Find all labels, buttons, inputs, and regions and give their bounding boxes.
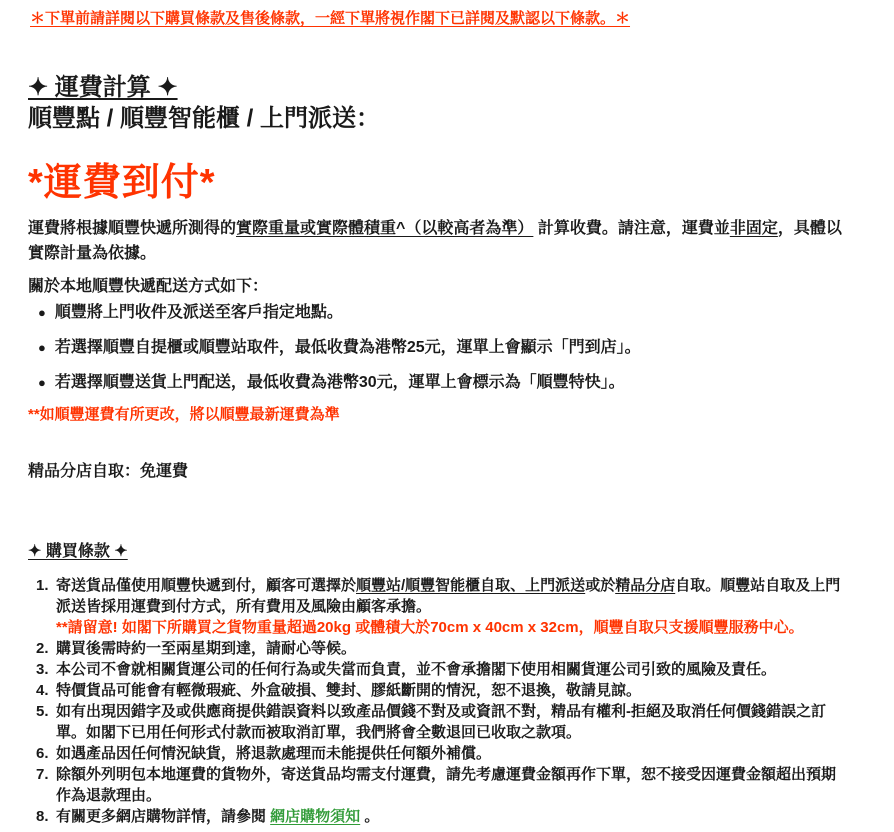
- calc-seg3: ，具體以實際計量為依據。: [28, 220, 842, 262]
- purchase-terms-list: [36, 575, 848, 827]
- shipping-fee-section-title: [28, 72, 844, 103]
- term-item-6: [36, 743, 848, 764]
- term-item-3: [36, 659, 848, 680]
- store-pickup-note: 精品分店自取：免運費: [28, 463, 189, 480]
- shop-guide-link[interactable]: 網店購物須知: [270, 808, 361, 825]
- delivery-bullet-3-text: 若選擇順豐送貨上門配送，最低收費為港幣30元，運單上會標示為「順豐特快」。: [54, 374, 625, 391]
- term1-underline-sf-options: 順豐站/順豐智能櫃自取、上門派送: [356, 577, 586, 594]
- term1-seg1: 寄送貨品僅使用順豐快遞到付，顧客可選擇於: [56, 577, 357, 594]
- term-item-2: [36, 638, 848, 659]
- term-item-7-text: 除額外列明包本地運費的貨物外，寄送貨品均需支付運費，請先考慮運費金額再作下單，恕不接受因運費金額超出預期作為退款理由。: [56, 766, 837, 804]
- term-number: 2.: [36, 640, 49, 657]
- fee-calculation-paragraph: [28, 216, 842, 266]
- delivery-bullet-1: [38, 301, 842, 325]
- term-item-8: [36, 806, 848, 827]
- delivery-intro: 關於本地順豐快遞配送方式如下：: [28, 278, 269, 295]
- term-item-3-text: 本公司不會就相關貨運公司的任何行為或失當而負責，並不會承擔閣下使用相關貨運公司引致的風險及責任。: [56, 661, 777, 678]
- delivery-bullet-2: [38, 336, 842, 360]
- term-number: 5.: [36, 703, 49, 720]
- calc-underline-weight: 實際重量或實際體積重^（以較高者為準）: [236, 220, 534, 237]
- freight-collect-banner: *運費到付*: [28, 162, 216, 204]
- term8-pre: 有關更多網店購物詳情，請參閱: [56, 808, 271, 825]
- delivery-bullet-list: [38, 301, 842, 395]
- term1-seg3: 自取。順豐站自取及上門派送皆採用運費到付方式，所有費用及風險由顧客承擔。: [56, 577, 841, 615]
- term-item-6-text: 如遇產品因任何情況缺貨，將退款處理而未能提供任何額外補償。: [56, 745, 492, 762]
- bullet-icon: ●: [38, 375, 46, 390]
- bullet-icon: ●: [38, 305, 46, 320]
- term-number: 3.: [36, 661, 49, 678]
- shipping-fee-title-text: ✦ 運費計算 ✦: [28, 74, 178, 101]
- calc-seg2: 計算收費。請注意，運費並: [533, 220, 730, 237]
- calc-seg1: 運費將根據順豐快遞所測得的: [28, 220, 237, 237]
- delivery-bullet-2-text: 若選擇順豐自提櫃或順豐站取件，最低收費為港幣25元，運單上會顯示「門到店」。: [54, 339, 641, 356]
- term1-underline-boutique: 精品分店: [615, 577, 676, 594]
- term-item-4-text: 特價貨品可能會有輕微瑕疵、外盒破損、雙封、膠紙斷開的情況，恕不退換，敬請見諒。: [56, 682, 642, 699]
- term-item-5: [36, 701, 848, 743]
- delivery-bullet-1-text: 順豐將上門收件及派送至客戶指定地點。: [54, 304, 343, 321]
- pre-order-notice: ＊下單前請詳閱以下購買條款及售後條款，一經下單將視作閣下已詳閱及默認以下條款。＊: [30, 10, 631, 27]
- term-item-1-content: [56, 575, 848, 638]
- term8-post: 。: [360, 808, 380, 825]
- term1-seg2: 或於: [585, 577, 616, 594]
- term-number: 7.: [36, 766, 49, 783]
- purchase-terms-title-text: ✦ 購買條款 ✦: [28, 543, 128, 560]
- delivery-methods-subtitle: 順豐點 / 順豐智能櫃 / 上門派送：: [28, 105, 381, 132]
- term-item-5-text: 如有出現因錯字及或供應商提供錯誤資料以致產品價錢不對及或資訊不對，精品有權利-拒絕及取消任何價錢錯誤之訂單。如閣下已用任何形式付款而被取消訂單，我們將會全數退回已收取之款項。: [56, 703, 827, 741]
- term-number: 6.: [36, 745, 49, 762]
- purchase-terms-section-title: [28, 542, 842, 561]
- term-number: 8.: [36, 808, 49, 825]
- bullet-icon: ●: [38, 340, 46, 355]
- term-item-8-content: [56, 806, 848, 827]
- term-item-4: [36, 680, 848, 701]
- fee-change-note: **如順豐運費有所更改，將以順豐最新運費為準: [28, 406, 340, 423]
- term1-size-warning: **請留意! 如閣下所購買之貨物重量超過20kg 或體積大於70cm x 40cm x 32cm，順豐自取只支援順豐服務中心。: [56, 619, 804, 636]
- term-item-1: [36, 575, 848, 638]
- term-item-2-text: 購買後需時約一至兩星期到達，請耐心等候。: [56, 640, 357, 657]
- calc-underline-notfixed: 非固定: [729, 220, 778, 237]
- term-item-7: [36, 764, 848, 806]
- delivery-bullet-3: [38, 371, 842, 395]
- term-number: 4.: [36, 682, 49, 699]
- term-number: 1.: [36, 577, 49, 594]
